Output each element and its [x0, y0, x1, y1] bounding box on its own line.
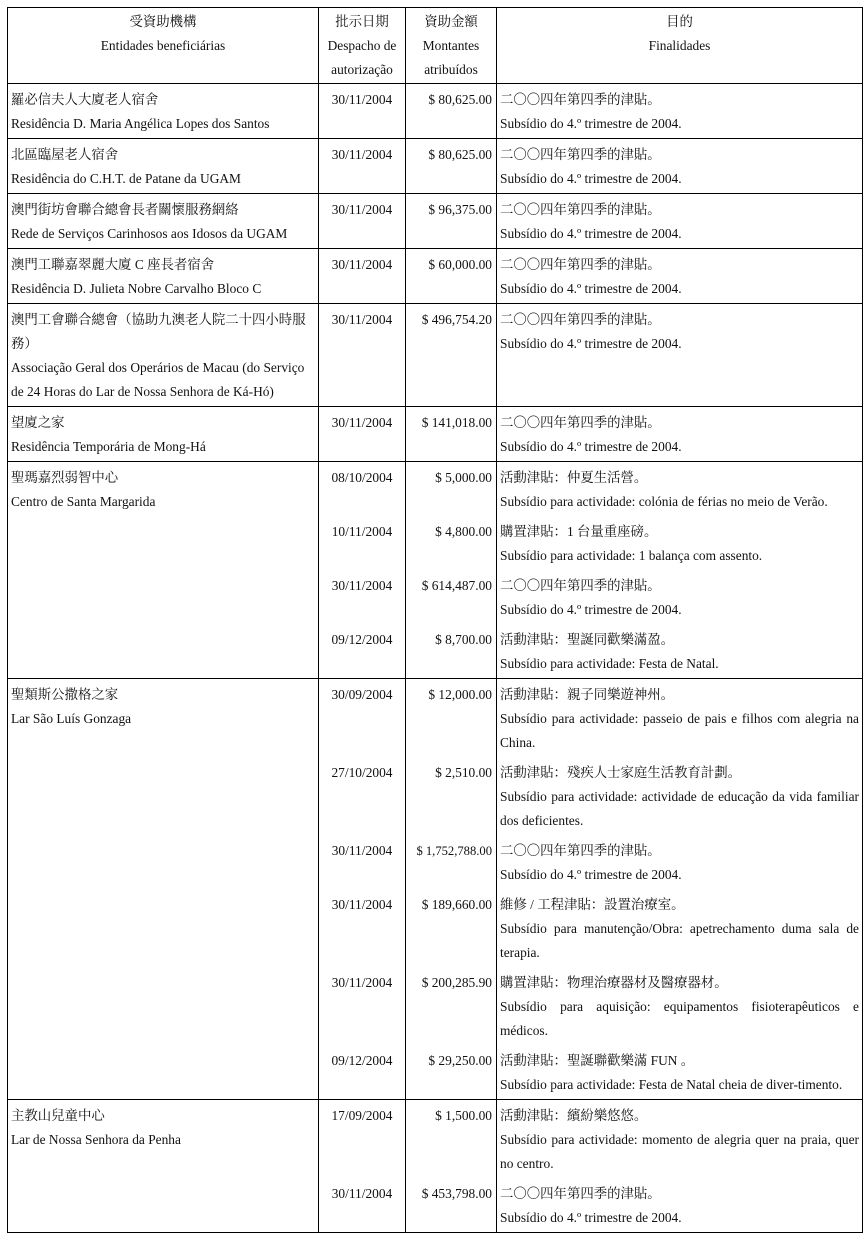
purpose-zh: 二〇〇四年第四季的津貼。 — [500, 92, 661, 107]
amount-cell: $ 96,375.00 — [406, 194, 497, 249]
purpose-cell — [497, 407, 863, 462]
date-cell: 30/11/2004 — [319, 139, 406, 194]
date-cell: 30/11/2004 — [319, 84, 406, 139]
purpose-pt: Subsídio para actividade: actividade de educação da vida familiar dos deficientes. — [500, 789, 859, 828]
purpose-cell — [497, 1045, 863, 1100]
purpose-pt: Subsídio para actividade: momento de alegria quer na praia, quer no centro. — [500, 1132, 859, 1171]
entity-name-zh: 澳門工聯嘉翠麗大廈 C 座長者宿舍 — [11, 257, 215, 272]
amount-cell: $ 12,000.00 — [406, 679, 497, 758]
purpose-zh: 活動津貼：聖誕同歡樂滿盈。 — [500, 632, 675, 647]
table-body — [8, 84, 863, 1233]
entity-name-pt: Residência D. Julieta Nobre Carvalho Bloco C — [11, 281, 262, 296]
purpose-zh: 二〇〇四年第四季的津貼。 — [500, 202, 661, 217]
entity-name-zh: 望廈之家 — [11, 415, 65, 430]
amount-cell: $ 200,285.90 — [406, 967, 497, 1045]
purpose-zh: 二〇〇四年第四季的津貼。 — [500, 312, 661, 327]
amount-cell: $ 189,660.00 — [406, 889, 497, 967]
purpose-zh: 購置津貼：物理治療器材及醫療器材。 — [500, 975, 728, 990]
purpose-pt: Subsídio para manutenção/Obra: apetrechamento duma sala de terapia. — [500, 921, 859, 960]
entity-name-zh: 聖類斯公撒格之家 — [11, 687, 119, 702]
table-row — [8, 679, 863, 758]
purpose-zh: 二〇〇四年第四季的津貼。 — [500, 257, 661, 272]
header-purpose-pt: Finalidades — [648, 38, 711, 53]
purpose-zh: 活動津貼：仲夏生活營。 — [500, 470, 648, 485]
date-cell: 30/11/2004 — [319, 249, 406, 304]
amount-cell: $ 141,018.00 — [406, 407, 497, 462]
date-cell: 09/12/2004 — [319, 1045, 406, 1100]
purpose-pt: Subsídio para actividade: 1 balança com assento. — [500, 548, 763, 563]
header-date-zh: 批示日期 — [335, 14, 389, 29]
purpose-cell — [497, 194, 863, 249]
entity-name-zh: 澳門街坊會聯合總會長者關懷服務網絡 — [11, 202, 239, 217]
amount-cell: $ 5,000.00 — [406, 462, 497, 517]
purpose-zh: 活動津貼：殘疾人士家庭生活教育計劃。 — [500, 765, 742, 780]
purpose-cell — [497, 1100, 863, 1179]
entity-name-pt: Rede de Serviços Carinhosos aos Idosos da UGAM — [11, 226, 288, 241]
entity-cell — [8, 84, 319, 139]
purpose-zh: 購置津貼：1 台量重座磅。 — [500, 524, 658, 539]
entity-name-zh: 主教山兒童中心 — [11, 1108, 105, 1123]
purpose-zh: 二〇〇四年第四季的津貼。 — [500, 843, 661, 858]
purpose-zh: 活動津貼：繽紛樂悠悠。 — [500, 1108, 648, 1123]
date-cell: 30/11/2004 — [319, 967, 406, 1045]
entity-cell — [8, 462, 319, 679]
entity-name-zh: 聖瑪嘉烈弱智中心 — [11, 470, 119, 485]
date-cell: 30/11/2004 — [319, 304, 406, 407]
purpose-zh: 活動津貼：聖誕聯歡樂滿 FUN 。 — [500, 1053, 695, 1068]
amount-cell: $ 2,510.00 — [406, 757, 497, 835]
purpose-cell — [497, 835, 863, 889]
header-purpose-zh: 目的 — [666, 14, 693, 29]
purpose-cell — [497, 967, 863, 1045]
entity-cell — [8, 249, 319, 304]
header-date — [319, 8, 406, 84]
purpose-cell — [497, 304, 863, 407]
table-row — [8, 139, 863, 194]
purpose-pt: Subsídio do 4.º trimestre de 2004. — [500, 281, 682, 296]
date-cell: 08/10/2004 — [319, 462, 406, 517]
header-amount — [406, 8, 497, 84]
table-row — [8, 462, 863, 517]
purpose-zh: 二〇〇四年第四季的津貼。 — [500, 415, 661, 430]
purpose-zh: 二〇〇四年第四季的津貼。 — [500, 1186, 661, 1201]
entity-name-pt: Lar de Nossa Senhora da Penha — [11, 1132, 181, 1147]
header-date-pt1: Despacho de — [327, 38, 397, 53]
purpose-cell — [497, 570, 863, 624]
purpose-pt: Subsídio para actividade: passeio de pais e filhos com alegria na China. — [500, 711, 859, 750]
entity-cell — [8, 139, 319, 194]
amount-cell: $ 29,250.00 — [406, 1045, 497, 1100]
header-entity-zh: 受資助機構 — [129, 14, 197, 29]
amount-cell: $ 1,752,788.00 — [406, 835, 497, 889]
header-entity — [8, 8, 319, 84]
purpose-pt: Subsídio para aquisição: equipamentos fisioterapêuticos e médicos. — [500, 999, 859, 1038]
purpose-cell — [497, 679, 863, 758]
purpose-zh: 二〇〇四年第四季的津貼。 — [500, 578, 661, 593]
purpose-cell — [497, 1178, 863, 1233]
purpose-pt: Subsídio do 4.º trimestre de 2004. — [500, 116, 682, 131]
purpose-cell — [497, 139, 863, 194]
purpose-pt: Subsídio do 4.º trimestre de 2004. — [500, 171, 682, 186]
entity-name-pt: Residência Temporária de Mong-Há — [11, 439, 206, 454]
purpose-cell — [497, 516, 863, 570]
entity-name-pt: Residência D. Maria Angélica Lopes dos Santos — [11, 116, 270, 131]
amount-cell: $ 60,000.00 — [406, 249, 497, 304]
date-cell: 27/10/2004 — [319, 757, 406, 835]
header-amount-pt2: atribuídos — [424, 62, 478, 77]
amount-cell: $ 1,500.00 — [406, 1100, 497, 1179]
purpose-zh: 維修 / 工程津貼：設置治療室。 — [500, 897, 685, 912]
entity-name-pt: Associação Geral dos Operários de Macau (do Serviço de 24 Horas do Lar de Nossa Senhora de Ká-Hó) — [11, 360, 305, 399]
date-cell: 30/11/2004 — [319, 570, 406, 624]
table-row — [8, 304, 863, 407]
purpose-pt: Subsídio para actividade: Festa de Natal. — [500, 656, 719, 671]
date-cell: 10/11/2004 — [319, 516, 406, 570]
entity-cell — [8, 1100, 319, 1233]
header-purpose — [497, 8, 863, 84]
entity-name-pt: Residência do C.H.T. de Patane da UGAM — [11, 171, 241, 186]
purpose-pt: Subsídio do 4.º trimestre de 2004. — [500, 602, 682, 617]
purpose-pt: Subsídio do 4.º trimestre de 2004. — [500, 336, 682, 351]
header-entity-pt: Entidades beneficiárias — [100, 38, 226, 53]
amount-cell: $ 453,798.00 — [406, 1178, 497, 1233]
purpose-pt: Subsídio do 4.º trimestre de 2004. — [500, 1210, 682, 1225]
entity-name-zh: 澳門工會聯合總會（協助九澳老人院二十四小時服務） — [11, 312, 306, 351]
table-row — [8, 84, 863, 139]
purpose-cell — [497, 757, 863, 835]
date-cell: 30/11/2004 — [319, 889, 406, 967]
purpose-cell — [497, 624, 863, 679]
entity-name-pt: Centro de Santa Margarida — [11, 494, 156, 509]
table-row — [8, 194, 863, 249]
date-cell: 30/11/2004 — [319, 194, 406, 249]
purpose-cell — [497, 889, 863, 967]
amount-cell: $ 8,700.00 — [406, 624, 497, 679]
entity-cell — [8, 194, 319, 249]
purpose-cell — [497, 249, 863, 304]
header-amount-zh: 資助金額 — [424, 14, 478, 29]
table-row — [8, 1100, 863, 1179]
amount-cell: $ 80,625.00 — [406, 139, 497, 194]
purpose-pt: Subsídio do 4.º trimestre de 2004. — [500, 439, 682, 454]
entity-cell — [8, 304, 319, 407]
entity-name-pt: Lar São Luís Gonzaga — [11, 711, 132, 726]
date-cell: 30/09/2004 — [319, 679, 406, 758]
amount-cell: $ 614,487.00 — [406, 570, 497, 624]
header-amount-pt1: Montantes — [422, 38, 480, 53]
table-header-row — [8, 8, 863, 84]
entity-cell — [8, 407, 319, 462]
entity-name-zh: 北區臨屋老人宿舍 — [11, 147, 119, 162]
purpose-cell — [497, 84, 863, 139]
purpose-pt: Subsídio do 4.º trimestre de 2004. — [500, 867, 682, 882]
date-cell: 09/12/2004 — [319, 624, 406, 679]
amount-cell: $ 80,625.00 — [406, 84, 497, 139]
purpose-pt: Subsídio para actividade: Festa de Natal cheia de diver-timento. — [500, 1077, 843, 1092]
header-date-pt2: autorização — [331, 62, 393, 77]
amount-cell: $ 4,800.00 — [406, 516, 497, 570]
amount-cell: $ 496,754.20 — [406, 304, 497, 407]
table-row — [8, 249, 863, 304]
purpose-pt: Subsídio do 4.º trimestre de 2004. — [500, 226, 682, 241]
date-cell: 30/11/2004 — [319, 835, 406, 889]
table-row — [8, 407, 863, 462]
purpose-pt: Subsídio para actividade: colónia de férias no meio de Verão. — [500, 494, 828, 509]
purpose-zh: 二〇〇四年第四季的津貼。 — [500, 147, 661, 162]
date-cell: 30/11/2004 — [319, 1178, 406, 1233]
date-cell: 30/11/2004 — [319, 407, 406, 462]
purpose-cell — [497, 462, 863, 517]
entity-cell — [8, 679, 319, 1100]
entity-name-zh: 羅必信夫人大廈老人宿舍 — [11, 92, 159, 107]
purpose-zh: 活動津貼：親子同樂遊神州。 — [500, 687, 675, 702]
subsidy-table — [7, 7, 863, 1233]
date-cell: 17/09/2004 — [319, 1100, 406, 1179]
